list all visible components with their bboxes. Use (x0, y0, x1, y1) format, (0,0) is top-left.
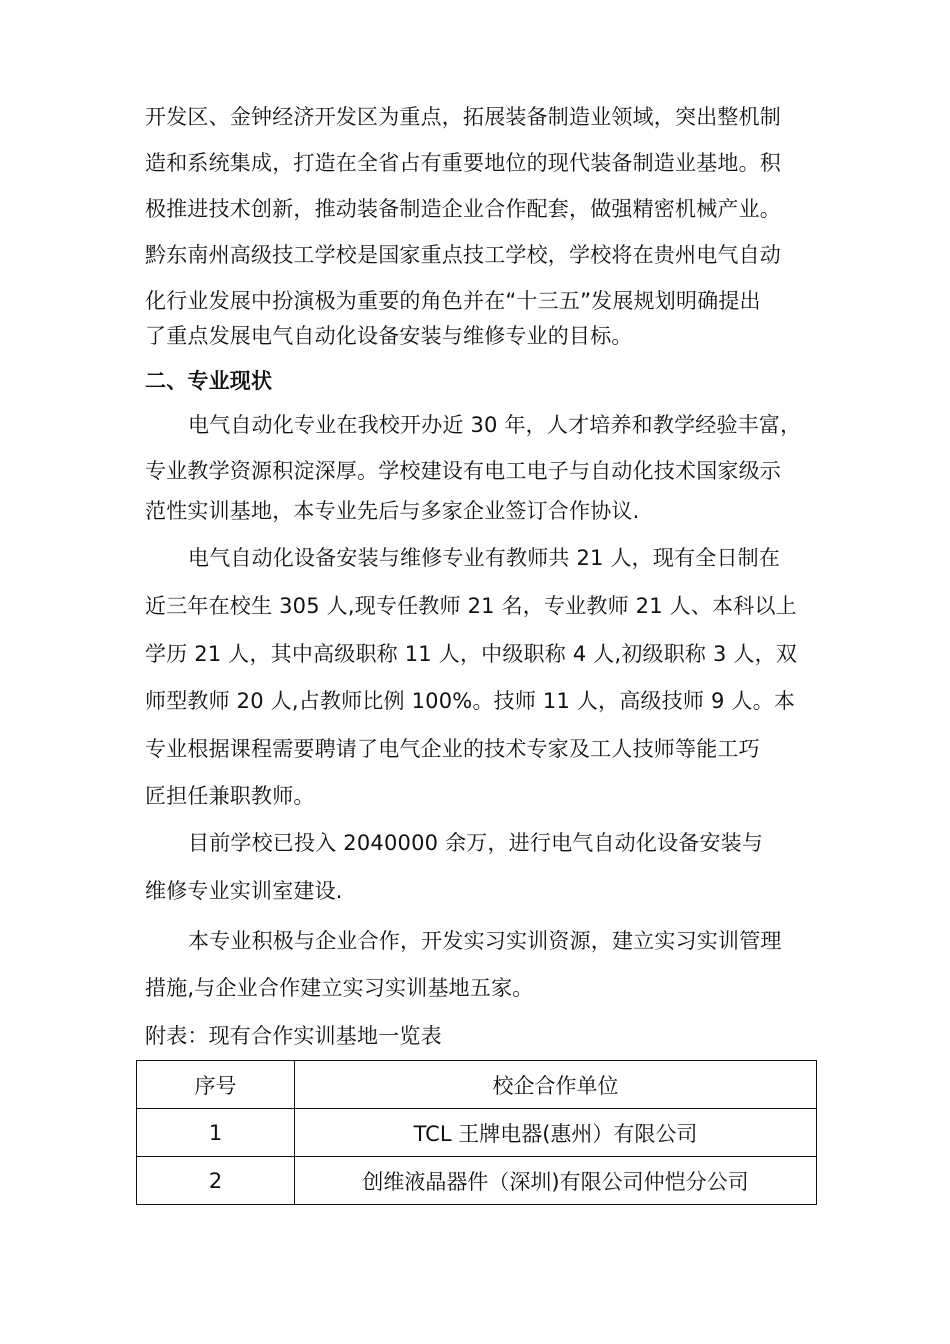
paragraph-line: 维修专业实训室建设. (145, 879, 343, 903)
table-header-row (137, 1061, 817, 1109)
paragraph-line: 专业教学资源积淀深厚。学校建设有电工电子与自动化技术国家级示 (145, 459, 781, 483)
table-row (137, 1157, 817, 1205)
table-caption: 附表：现有合作实训基地一览表 (145, 1024, 442, 1048)
row-partner-cell: 创维液晶器件（深圳)有限公司仲恺分公司 (295, 1157, 817, 1205)
paragraph-line: 目前学校已投入 2040000 余万，进行电气自动化设备安装与 (188, 831, 764, 855)
paragraph-line: 专业根据课程需要聘请了电气企业的技术专家及工人技师等能工巧 (145, 737, 760, 761)
paragraph-line: 师型教师 20 人,占教师比例 100%。技师 11 人，高级技师 9 人。本 (145, 689, 796, 713)
section-heading: 二、专业现状 (145, 369, 273, 393)
paragraph-line: 近三年在校生 305 人,现专任教师 21 名，专业教师 21 人、本科以上 (145, 594, 797, 618)
paragraph-line: 措施,与企业合作建立实习实训基地五家。 (145, 976, 534, 1000)
partner-base-table (136, 1060, 817, 1205)
column-header-index: 序号 (137, 1061, 295, 1109)
paragraph-line: 开发区、金钟经济开发区为重点，拓展装备制造业领域，突出整机制 (145, 105, 781, 129)
table-row (137, 1109, 817, 1157)
paragraph-line: 极推进技术创新，推动装备制造企业合作配套，做强精密机械产业。 (145, 197, 781, 221)
paragraph-line: 范性实训基地，本专业先后与多家企业签订合作协议. (145, 499, 640, 523)
row-partner-cell: TCL 王牌电器(惠州）有限公司 (295, 1109, 817, 1157)
row-index-cell: 2 (137, 1157, 295, 1205)
paragraph-line: 黔东南州高级技工学校是国家重点技工学校，学校将在贵州电气自动 (145, 243, 781, 267)
column-header-partner: 校企合作单位 (295, 1061, 817, 1109)
paragraph-line: 电气自动化专业在我校开办近 30 年，人才培养和教学经验丰富， (188, 413, 802, 437)
paragraph-line: 电气自动化设备安装与维修专业有教师共 21 人，现有全日制在 (188, 546, 781, 570)
paragraph-line: 了重点发展电气自动化设备安装与维修专业的目标。 (145, 324, 633, 348)
paragraph-line: 学历 21 人，其中高级职称 11 人，中级职称 4 人,初级职称 3 人，双 (145, 642, 798, 666)
row-index-cell: 1 (137, 1109, 295, 1157)
paragraph-line: 造和系统集成，打造在全省占有重要地位的现代装备制造业基地。积 (145, 151, 781, 175)
paragraph-line: 匠担任兼职教师。 (145, 784, 315, 808)
paragraph-line: 化行业发展中扮演极为重要的角色并在“十三五”发展规划明确提出 (145, 289, 761, 313)
paragraph-line: 本专业积极与企业合作，开发实习实训资源，建立实习实训管理 (188, 929, 782, 953)
